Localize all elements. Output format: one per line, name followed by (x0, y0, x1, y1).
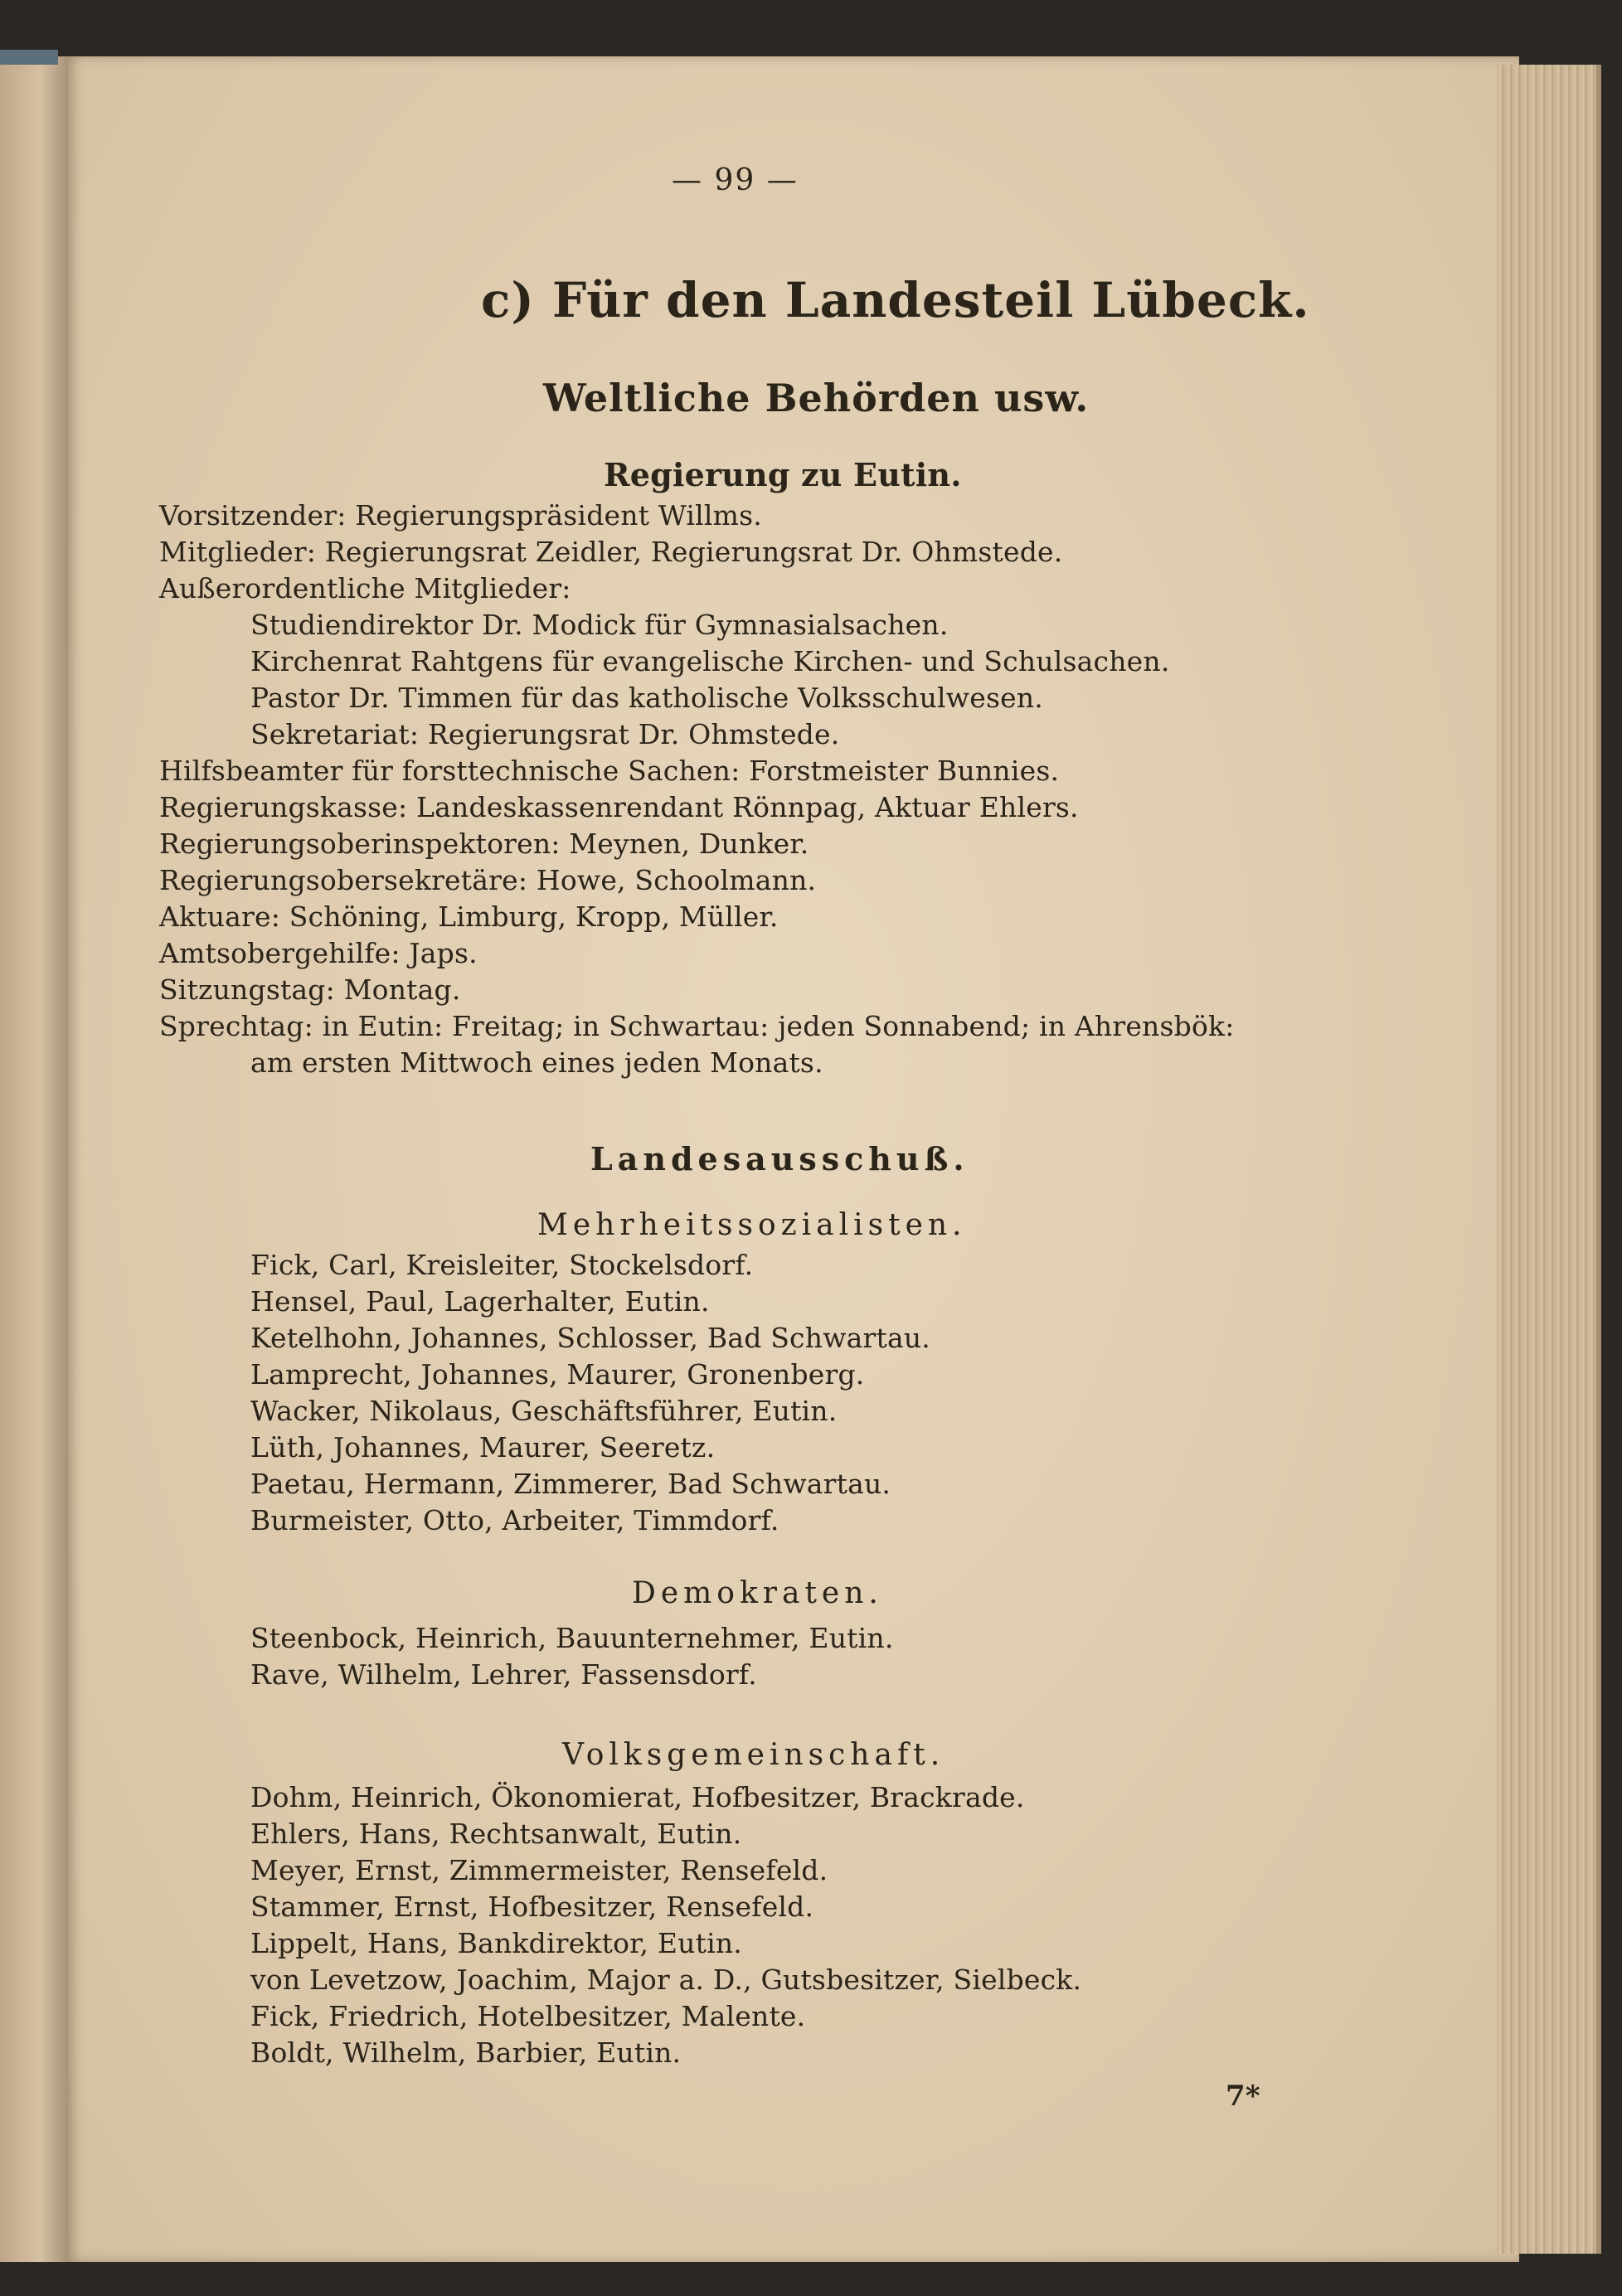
text-line: Außerordentliche Mitglieder: (159, 572, 571, 604)
list-item: Ehlers, Hans, Rechtsanwalt, Eutin. (250, 1818, 742, 1850)
text-line: Amtsobergehilfe: Japs. (159, 937, 478, 969)
list-item: von Levetzow, Joachim, Major a. D., Gutsbesitzer, Sielbeck. (250, 1963, 1082, 1996)
page-number: — 99 — (672, 163, 799, 197)
group-title: Volksgemeinschaft. (562, 1738, 945, 1772)
text-line: Regierungskasse: Landeskassenrendant Rönnpag, Aktuar Ehlers. (159, 791, 1079, 823)
list-item: Fick, Friedrich, Hotelbesitzer, Malente. (250, 2000, 806, 2032)
chapter-heading: c) Für den Landesteil Lübeck. (481, 272, 1310, 328)
section-heading: Weltliche Behörden usw. (543, 376, 1090, 420)
group-title: Mehrheitssozialisten. (537, 1208, 967, 1242)
text-line: Kirchenrat Rahtgens für evangelische Kirchen- und Schulsachen. (250, 645, 1170, 677)
list-item: Lüth, Johannes, Maurer, Seeretz. (250, 1431, 716, 1464)
text-line: Hilfsbeamter für forsttechnische Sachen: Forstmeister Bunnies. (159, 755, 1060, 787)
text-line: Aktuare: Schöning, Limburg, Kropp, Müller. (159, 900, 779, 933)
page-stack-edge (1497, 65, 1601, 2254)
text-line: Mitglieder: Regierungsrat Zeidler, Regierungsrat Dr. Ohmstede. (159, 536, 1063, 568)
signature-mark: 7* (1226, 2080, 1260, 2113)
list-item: Rave, Wilhelm, Lehrer, Fassensdorf. (250, 1658, 757, 1691)
text-line: am ersten Mittwoch eines jeden Monats. (250, 1046, 823, 1079)
facing-page-edge (0, 56, 68, 2262)
list-item: Hensel, Paul, Lagerhalter, Eutin. (250, 1285, 710, 1318)
list-item: Burmeister, Otto, Arbeiter, Timmdorf. (250, 1504, 779, 1536)
list-item: Wacker, Nikolaus, Geschäftsführer, Eutin. (250, 1395, 838, 1427)
list-item: Stammer, Ernst, Hofbesitzer, Rensefeld. (250, 1891, 814, 1923)
list-item: Ketelhohn, Johannes, Schlosser, Bad Schwartau. (250, 1322, 930, 1354)
list-item: Boldt, Wilhelm, Barbier, Eutin. (250, 2036, 682, 2069)
book-cover-edge (0, 50, 58, 65)
text-line: Vorsitzender: Regierungspräsident Willms. (159, 499, 762, 532)
list-item: Lippelt, Hans, Bankdirektor, Eutin. (250, 1927, 742, 1959)
list-item: Dohm, Heinrich, Ökonomierat, Hofbesitzer, Brackrade. (250, 1781, 1025, 1813)
subsection-title: Regierung zu Eutin. (604, 456, 962, 493)
list-item: Lamprecht, Johannes, Maurer, Gronenberg. (250, 1358, 865, 1391)
list-item: Meyer, Ernst, Zimmermeister, Rensefeld. (250, 1854, 828, 1886)
text-line: Sprechtag: in Eutin: Freitag; in Schwartau: jeden Sonnabend; in Ahrensbök: (159, 1010, 1235, 1042)
text-line: Pastor Dr. Timmen für das katholische Volksschulwesen. (250, 682, 1043, 714)
text-line: Regierungsobersekretäre: Howe, Schoolmann. (159, 864, 817, 896)
group-title: Demokraten. (632, 1576, 883, 1610)
subsection-title: Landesausschuß. (590, 1140, 969, 1177)
list-item: Paetau, Hermann, Zimmerer, Bad Schwartau. (250, 1468, 891, 1500)
text-line: Studiendirektor Dr. Modick für Gymnasialsachen. (250, 609, 949, 641)
list-item: Steenbock, Heinrich, Bauunternehmer, Eutin. (250, 1622, 894, 1654)
list-item: Fick, Carl, Kreisleiter, Stockelsdorf. (250, 1249, 754, 1281)
text-line: Regierungsoberinspektoren: Meynen, Dunker. (159, 828, 809, 860)
text-line: Sitzungstag: Montag. (159, 973, 461, 1006)
text-line: Sekretariat: Regierungsrat Dr. Ohmstede. (250, 718, 840, 750)
